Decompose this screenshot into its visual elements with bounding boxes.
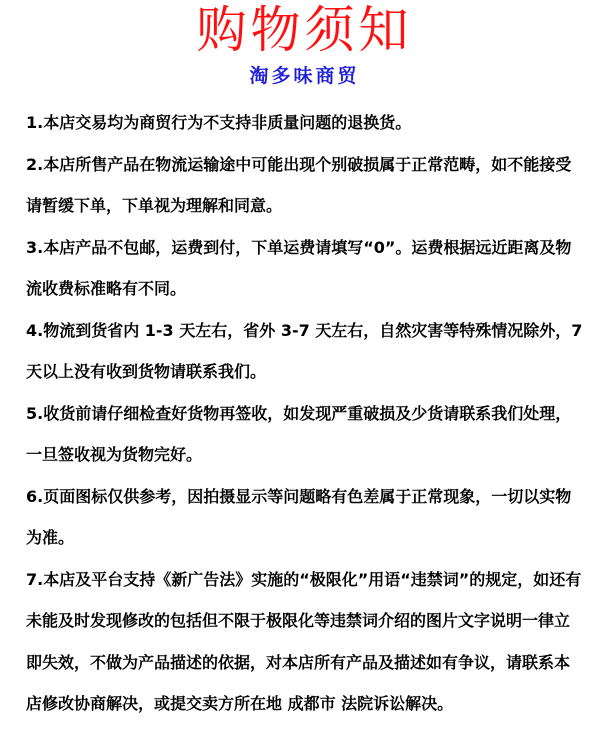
rule-item-1: 1.本店交易均为商贸行为不支持非质量问题的退换货。 [26,113,412,132]
rule-item-2: 2.本店所售产品在物流运输途中可能出现个别破损属于正常范畴，如不能接受请暂缓下单，下单视为理解和同意。 [26,154,572,215]
rule-item-7: 7.本店及平台支持《新广告法》实施的“极限化”用语“违禁词”的规定，如还有未能及时发现修改的包括但不限于极限化等违禁词介绍的图片文字说明一律立即失效，不做为产品描述的依据，对本店所有产品及描述如有争议，请联系本店修改协商解决，或提交卖方所在地 成都市 法院诉讼解决。 [26,569,582,713]
rule-item-4: 4.物流到货省内 1-3 天左右，省外 3-7 天左右，自然灾害等特殊情况除外，7 天以上没有收到货物请联系我们。 [26,320,583,381]
rule-item-6: 6.页面图标仅供参考，因拍摄显示等问题略有色差属于正常现象，一切以实物为准。 [26,486,572,547]
shop-name: 淘多味商贸 [249,65,360,87]
rule-item-3: 3.本店产品不包邮，运费到付，下单运费请填写“0”。运费根据远近距离及物流收费标准略有不同。 [26,237,572,298]
page-title: 购物须知 [196,1,413,59]
rules-list [26,102,583,725]
rule-item-5: 5.收货前请仔细检查好货物再签收，如发现严重破损及少货请联系我们处理，一旦签收视为货物完好。 [26,403,572,464]
